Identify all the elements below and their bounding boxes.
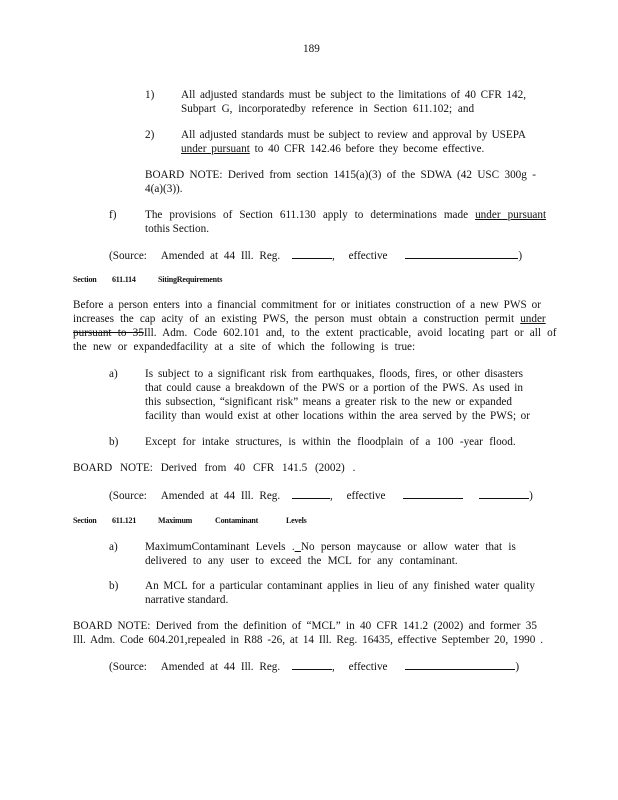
section-114-item-a-line-3: this subsection, “significant risk” means a greater risk to the new or expanded: [145, 396, 512, 408]
item-a-text: No person maycause or allow water that is: [300, 541, 516, 553]
source-line-2: [109, 488, 533, 503]
section-121-item-b-line-2: narrative standard.: [145, 594, 229, 606]
section-114-paragraph-line-4: the new or expandedfacility at a site of which the following is true:: [73, 341, 416, 353]
section-114-item-b-line-1: Except for intake structures, is within the floodplain of a 100 -year flood.: [145, 436, 516, 448]
underline-insert: pursuant: [507, 209, 547, 221]
item-f-line-1: [145, 208, 546, 222]
effective-date-blank: [405, 248, 518, 259]
section-114-number: 611.114: [112, 275, 136, 284]
source-effective: effective: [348, 250, 388, 262]
section-121-item-a-line-2: delivered to any user to exceed the MCL for any contaminant.: [145, 555, 458, 567]
item-a-text: MaximumContaminant Levels: [145, 541, 286, 553]
section-121-title-word-3: Levels: [286, 516, 307, 525]
item-2-number: 2): [145, 129, 155, 141]
source-line-3: [109, 659, 519, 674]
item-f-line-2: tothis Section.: [145, 223, 210, 235]
section-114-item-a-line-2: that could cause a breakdown of the PWS or a portion of the PWS. As used in: [145, 382, 523, 394]
source-label: (Source:: [109, 661, 147, 673]
section-121-title-word-1: Maximum: [158, 516, 193, 525]
section-121-item-b-line-1: An MCL for a particular contaminant applies in lieu of any finished water quality: [145, 580, 535, 592]
item-f-text: The provisions of Section 611.130 apply to determinations made: [145, 209, 476, 221]
section-121-board-note-line-1: BOARD NOTE: Derived from the definition of “MCL” in 40 CFR 141.2 (2002) and former 35: [73, 620, 537, 632]
register-blank: [292, 659, 332, 670]
effective-date-blank: [405, 659, 515, 670]
section-121-board-note-line-2: Ill. Adm. Code 604.201,repealed in R88 -26, at 14 Ill. Reg. 16435, effective September 20, 1990 .: [73, 634, 543, 646]
source-amended: Amended at 44 Ill. Reg.: [160, 250, 281, 262]
section-121-item-a-line-1: [145, 540, 516, 554]
page-number: 189: [303, 43, 320, 55]
paragraph-text: increases the cap acity of an existing PWS, the person must obtain a construction permit: [73, 313, 521, 325]
section-114-paragraph-line-2: [73, 312, 546, 326]
source-label: (Source:: [109, 490, 147, 502]
section-114-label: Section: [73, 275, 97, 284]
section-114-item-a-number: a): [109, 368, 118, 380]
item-f-number: f): [109, 209, 117, 221]
item-a-mark: .: [285, 541, 295, 553]
register-blank: [292, 248, 332, 259]
section-121-number: 611.121: [112, 516, 137, 525]
underline-insert: under: [475, 209, 508, 221]
board-note-line-1: BOARD NOTE: Derived from section 1415(a)(3) of the SDWA (42 USC 300g -: [145, 169, 536, 181]
underline-insert: under: [520, 313, 546, 325]
source-effective: effective: [348, 661, 388, 673]
strikethrough-deletion: pursuant to 35: [73, 327, 144, 339]
source-comma: ,: [332, 661, 335, 673]
paragraph-text: Ill. Adm. Code 602.101 and, to the extent practicable, avoid locating part or all of: [143, 327, 557, 339]
source-comma: ,: [332, 250, 335, 262]
item-1-line-1: All adjusted standards must be subject to the limitations of 40 CFR 142,: [181, 89, 526, 101]
source-effective: effective: [346, 490, 386, 502]
effective-date-blank: [479, 488, 529, 499]
section-121-item-a-number: a): [109, 541, 118, 553]
section-121-title-word-2: Contaminant: [215, 516, 259, 525]
source-comma: ,: [330, 490, 333, 502]
underline-insert: pursuant: [206, 143, 250, 155]
source-close: ): [515, 661, 520, 673]
section-121-item-b-number: b): [109, 580, 119, 592]
source-close: ): [529, 490, 533, 502]
source-amended: Amended at 44 Ill. Reg.: [160, 490, 281, 502]
source-line-1: [109, 248, 522, 263]
board-note-line-2: 4(a)(3)).: [145, 183, 183, 195]
item-2-line-2-text: to 40 CFR 142.46 before they become effective.: [249, 143, 485, 155]
section-121-label: Section: [73, 516, 97, 525]
source-amended: Amended at 44 Ill. Reg.: [160, 661, 281, 673]
section-114-paragraph-line-1: Before a person enters into a financial commitment for or initiates construction of a new PWS or: [73, 299, 541, 311]
section-114-title: SitingRequirements: [158, 275, 223, 284]
section-114-item-b-number: b): [109, 436, 119, 448]
section-114-paragraph-line-3: [73, 326, 556, 340]
item-2-line-2: [181, 142, 484, 156]
item-1-number: 1): [145, 89, 155, 101]
effective-date-blank: [403, 488, 463, 499]
underline-insert: under: [181, 143, 207, 155]
source-label: (Source:: [109, 250, 147, 262]
section-114-board-note: BOARD NOTE: Derived from 40 CFR 141.5 (2002) .: [73, 462, 356, 474]
section-114-item-a-line-1: Is subject to a significant risk from earthquakes, floods, fires, or other disasters: [145, 368, 523, 380]
source-close: ): [518, 250, 523, 262]
register-blank: [292, 488, 330, 499]
item-2-line-1: All adjusted standards must be subject to review and approval by USEPA: [181, 129, 526, 141]
item-1-line-2: Subpart G, incorporatedby reference in Section 611.102; and: [181, 103, 475, 115]
section-114-item-a-line-4: facility than would exist at other locations within the area served by the PWS; or: [145, 410, 530, 422]
